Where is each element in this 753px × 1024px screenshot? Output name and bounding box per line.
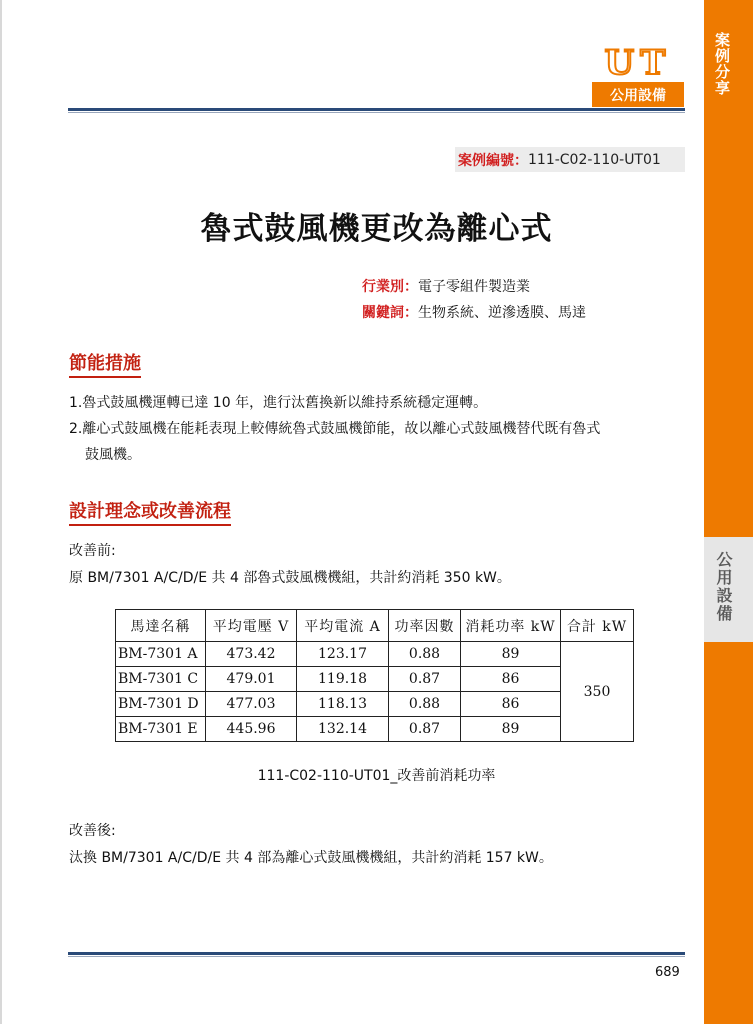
table-cell: 119.18 (297, 667, 389, 692)
table-cell: 477.03 (206, 692, 297, 717)
header-rule-thin (68, 112, 685, 113)
after-text: 汰換 BM/7301 A/C/D/E 共 4 部為離心式鼓風機機組，共計約消耗 157 kW。 (69, 850, 553, 866)
before-text: 原 BM/7301 A/C/D/E 共 4 部魯式鼓風機機組，共計約消耗 350 kW。 (69, 570, 511, 586)
side-tab-utility-label: 公用設備 (714, 551, 733, 623)
table-cell: 0.87 (389, 667, 461, 692)
keywords-line (362, 302, 586, 322)
table-cell: 86 (461, 692, 561, 717)
case-number-value: 111-C02-110-UT01 (528, 151, 661, 168)
table-cell: 445.96 (206, 717, 297, 742)
table-header-row (116, 610, 634, 642)
side-tab-utility (704, 537, 753, 642)
header-rule (68, 108, 685, 111)
table-cell: 89 (461, 717, 561, 742)
table-total-cell: 350 (561, 642, 634, 742)
energy-item-2-line1: 2.離心式鼓風機在能耗表現上較傳統魯式鼓風機節能，故以離心式鼓風機替代既有魯式 (69, 421, 601, 437)
table-row (116, 717, 634, 742)
logo-badge: 公用設備 (592, 82, 684, 107)
table-cell: 0.88 (389, 642, 461, 667)
energy-item-1: 1.魯式鼓風機運轉已達 10 年，進行汰舊換新以維持系統穩定運轉。 (69, 395, 488, 411)
table-cell: 479.01 (206, 667, 297, 692)
table-row (116, 642, 634, 667)
design-section-heading: 設計理念或改善流程 (69, 497, 231, 526)
energy-item-2 (69, 416, 689, 468)
page-title: 魯式鼓風機更改為離心式 (200, 211, 553, 247)
table-cell: BM-7301 C (116, 667, 206, 692)
keywords-value: 生物系統、逆滲透膜、馬達 (418, 305, 586, 321)
table-cell: 0.87 (389, 717, 461, 742)
table-caption: 111-C02-110-UT01_改善前消耗功率 (257, 768, 496, 784)
ut-logo (592, 44, 684, 80)
side-strip (704, 0, 753, 1024)
power-table (115, 609, 634, 742)
energy-item-2-line2: 鼓風機。 (85, 447, 141, 463)
footer-rule (68, 952, 685, 955)
table-cell: BM-7301 E (116, 717, 206, 742)
case-number-label: 案例編號： (458, 152, 528, 169)
table-cell: 89 (461, 642, 561, 667)
table-row (116, 667, 634, 692)
after-heading: 改善後: (69, 823, 116, 839)
table-cell: BM-7301 A (116, 642, 206, 667)
table-cell: 86 (461, 667, 561, 692)
col-header-motor: 馬達名稱 (116, 610, 206, 642)
table-cell: 118.13 (297, 692, 389, 717)
footer-rule-thin (68, 956, 685, 957)
energy-section-heading: 節能措施 (69, 349, 141, 378)
table-cell: 132.14 (297, 717, 389, 742)
keywords-label: 關鍵詞： (362, 305, 418, 321)
ut-logo-text: UT (604, 44, 672, 80)
col-header-power: 消耗功率 kW (461, 610, 561, 642)
page-left-border (0, 0, 2, 1024)
page-number: 689 (655, 965, 680, 980)
table-row (116, 692, 634, 717)
industry-line (362, 276, 530, 296)
before-heading: 改善前: (69, 543, 116, 559)
case-number (455, 147, 685, 172)
side-tab-case-share: 案例分享 (713, 32, 731, 96)
industry-value: 電子零組件製造業 (418, 279, 530, 295)
table-cell: BM-7301 D (116, 692, 206, 717)
col-header-power-factor: 功率因數 (389, 610, 461, 642)
col-header-voltage: 平均電壓 V (206, 610, 297, 642)
table-cell: 0.88 (389, 692, 461, 717)
industry-label: 行業別： (362, 279, 418, 295)
table-cell: 473.42 (206, 642, 297, 667)
col-header-current: 平均電流 A (297, 610, 389, 642)
table-cell: 123.17 (297, 642, 389, 667)
col-header-total: 合計 kW (561, 610, 634, 642)
